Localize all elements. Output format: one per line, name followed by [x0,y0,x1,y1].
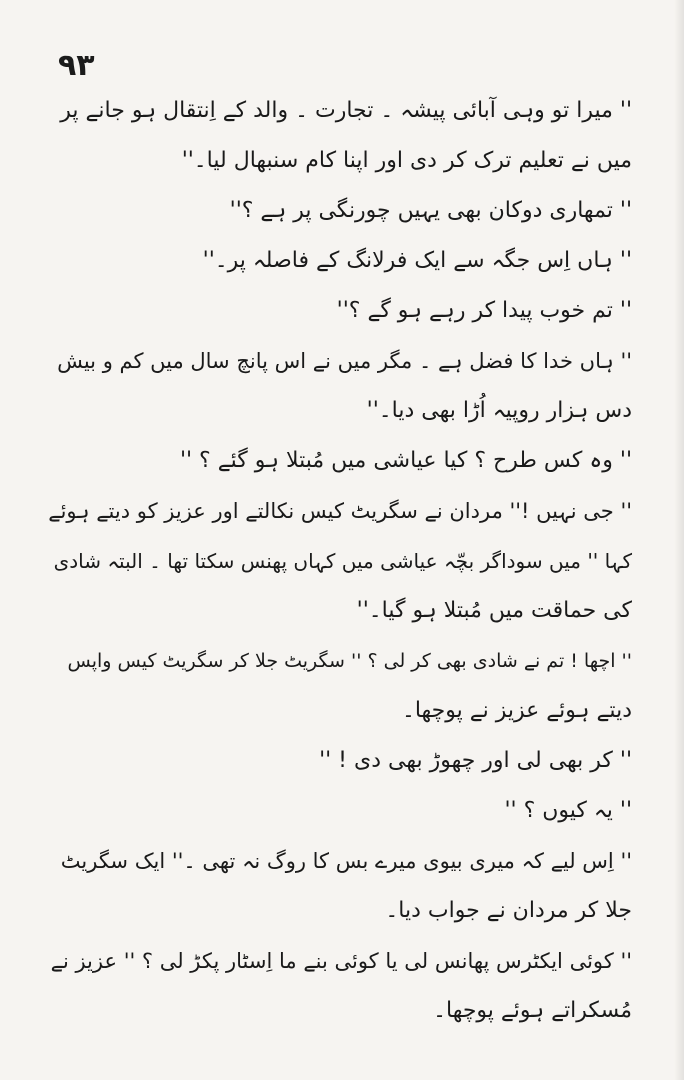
text-line-12: '' اچھا ! تم نے شادی بھی کر لی ؟ '' سگریٹ جلا کر سگریٹ کیس واپس [67,650,632,672]
text-line-1: '' میرا تو وہی آبائی پیشہ ۔ تجارت ۔ والد کے اِنتقال ہو جانے پر [60,98,632,123]
page-number: ۹۳ [58,48,95,83]
text-line-5: '' تم خوب پیدا کر رہے ہو گے ؟'' [336,298,632,323]
text-line-2: میں نے تعلیم ترک کر دی اور اپنا کام سنبھال لیا۔'' [181,148,632,173]
text-line-3: '' تمھاری دوکان بھی یہیں چورنگی پر ہے ؟'' [229,198,632,223]
text-line-7: دس ہزار روپیہ اُڑا بھی دیا۔'' [366,398,632,423]
text-line-14: '' کر بھی لی اور چھوڑ بھی دی ! '' [319,748,632,773]
text-line-9: '' جی نہیں !'' مردان نے سگریٹ کیس نکالتے اور عزیز کو دیتے ہوئے [48,499,632,523]
text-line-10: کہا '' میں سوداگر بچّہ عیاشی میں کہاں پھنس سکتا تھا ۔ البتہ شادی [53,549,632,573]
text-line-4: '' ہاں اِس جگہ سے ایک فرلانگ کے فاصلہ پر۔'' [202,248,632,273]
text-line-8: '' وہ کس طرح ؟ کیا عیاشی میں مُبتلا ہو گئے ؟ '' [179,448,632,473]
text-line-15: '' یہ کیوں ؟ '' [504,798,632,823]
text-line-17: جلا کر مردان نے جواب دیا۔ [385,898,632,923]
text-line-19: مُسکراتے ہوئے پوچھا۔ [433,998,632,1023]
text-line-16: '' اِس لیے کہ میری بیوی میرے بس کا روگ نہ تھی ۔'' ایک سگریٹ [60,849,632,873]
text-line-11: کی حماقت میں مُبتلا ہو گیا۔'' [356,598,632,623]
text-line-6: '' ہاں خدا کا فضل ہے ۔ مگر میں نے اس پانچ سال میں کم و بیش [57,349,632,373]
text-line-18: '' کوئی ایکٹرس پھانس لی یا کوئی بنے ما اِسٹار پکڑ لی ؟ '' عزیز نے [50,949,632,973]
text-line-13: دیتے ہوئے عزیز نے پوچھا۔ [401,698,632,723]
page-edge-shadow [674,0,684,1080]
